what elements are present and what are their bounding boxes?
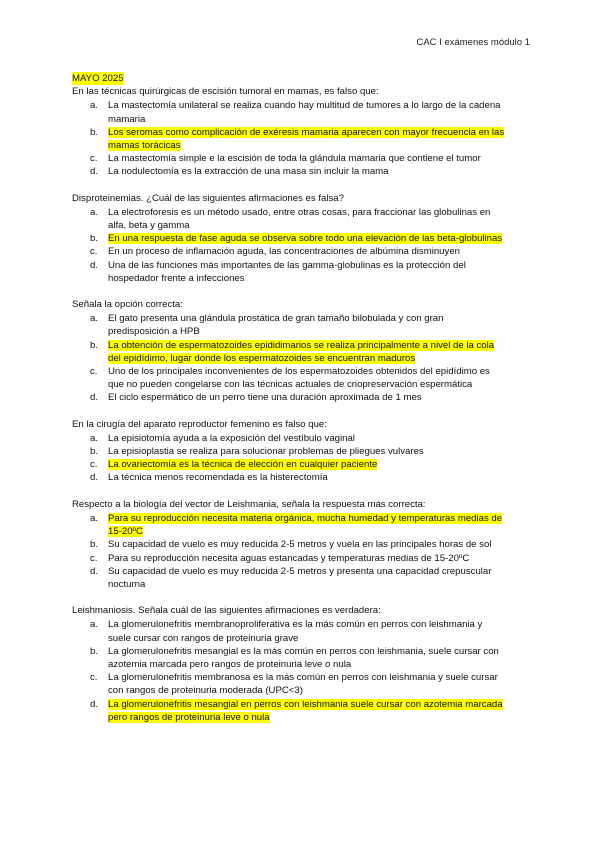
option-b: b. Su capacidad de vuelo es muy reducida 2-5 metros y vuela en las principales horas de sol <box>90 539 492 551</box>
option-d: d. El ciclo espermático de un perro tiene una duración aproximada de 1 mes <box>90 392 422 404</box>
option-c: c. La ovariectomía es la técnica de elección en cualquier paciente <box>90 459 378 471</box>
option-d: d. La técnica menos recomendada es la histerectomía <box>90 472 328 484</box>
option-a: a. La mastectomía unilateral se realiza cuando hay multitud de tumores a lo largo de la cadena mamaria <box>90 100 501 125</box>
document-body <box>72 72 532 724</box>
option-a: a. La electroforesis es un método usado, entre otras cosas, para fraccionar las globulinas en alfa, beta y gamma <box>90 206 491 232</box>
question-1 <box>72 85 532 178</box>
option-d: d. Una de las funciones más importantes de las gamma-globulinas es la protección del hospedador frente a infecciones <box>90 259 466 284</box>
option-c: c. Uno de los principales inconvenientes de los espermatozoides obtenidos del epidídimo es que no pueden congelarse con las técnicas actuales de criopreservación espermática <box>90 366 490 391</box>
option-a: a. La glomerulonefritis membranoproliferativa es la más común en perros con leishmania y suele cursar con rangos de proteinuria grave <box>90 619 483 644</box>
question-title: En la cirugía del aparato reproductor femenino es falso que: <box>72 418 327 430</box>
option-b: b. La glomerulonefritis mesangial es la más común en perros con leishmania, suele cursar con azotemia marcada pero rangos de proteinuria leve o nula <box>90 645 499 670</box>
option-d: d. La glomerulonefritis mesangial en perros con leishmania suele cursar con azotemia marcada pero rangos de proteinuria leve o nula <box>90 698 503 723</box>
question-title: En las técnicas quirúrgicas de escisión tumoral en mamas, es falso que: <box>72 86 379 98</box>
option-a: a. Para su reproducción necesita materia orgánica, mucha humedad y temperaturas medias de 15-20ºC <box>90 512 503 538</box>
question-3 <box>72 298 532 405</box>
option-b: b. La obtención de espermatozoides epididimarios se realiza principalmente a nivel de la cola del epidídimo, lugar donde los espermatozoides se encuentran maduros <box>90 339 495 364</box>
question-4 <box>72 418 532 485</box>
question-2 <box>72 192 532 285</box>
option-b: b. Los seromas como complicación de exéresis mamaria aparecen con mayor frecuencia en las mamas torácicas <box>90 126 505 152</box>
question-title: Respecto a la biología del vector de Leishmania, señala la respuesta más correcta: <box>72 498 426 510</box>
option-b: b. La episioplastia se realiza para solucionar problemas de pliegues vulvares <box>90 446 424 458</box>
question-5 <box>72 498 532 591</box>
question-title: Leishmaniosis. Señala cuál de las siguientes afirmaciones es verdadera: <box>72 605 381 617</box>
option-a: a. El gato presenta una glándula prostática de gran tamaño bilobulada y con gran predisposición a HPB <box>90 313 444 338</box>
option-c: c. La mastectomía simple e la escisión de toda la glándula mamaria que contiene el tumor <box>90 153 481 165</box>
option-a: a. La episiotomía ayuda a la exposición del vestíbulo vaginal <box>90 432 355 444</box>
option-c: c. La glomerulonefritis membranosa es la más común en perros con leishmania y suele cursar con rangos de proteinuria moderada (UPC<3) <box>90 672 498 697</box>
option-c: c. En un proceso de inflamación aguda, las concentraciones de albúmina disminuyen <box>90 246 460 258</box>
option-c: c. Para su reproducción necesita aguas estancadas y temperaturas medias de 15-20ºC <box>90 552 470 564</box>
option-d: d. La nodulectomía es la extracción de una masa sin incluir la mama <box>90 166 389 178</box>
question-title: Disproteinemias. ¿Cuál de las siguientes afirmaciones es falsa? <box>72 192 344 204</box>
option-b: b. En una respuesta de fase aguda se observa sobre todo una elevación de las beta-globulinas <box>90 233 503 245</box>
question-6 <box>72 604 532 724</box>
question-title: Señala la opción correcta: <box>72 299 183 311</box>
page-header: CAC I exámenes módulo 1 <box>416 37 530 48</box>
exam-date-label: MAYO 2025 <box>72 73 124 84</box>
option-d: d. Su capacidad de vuelo es muy reducida 2-5 metros y presenta una capacidad crepuscular nocturna <box>90 565 492 590</box>
